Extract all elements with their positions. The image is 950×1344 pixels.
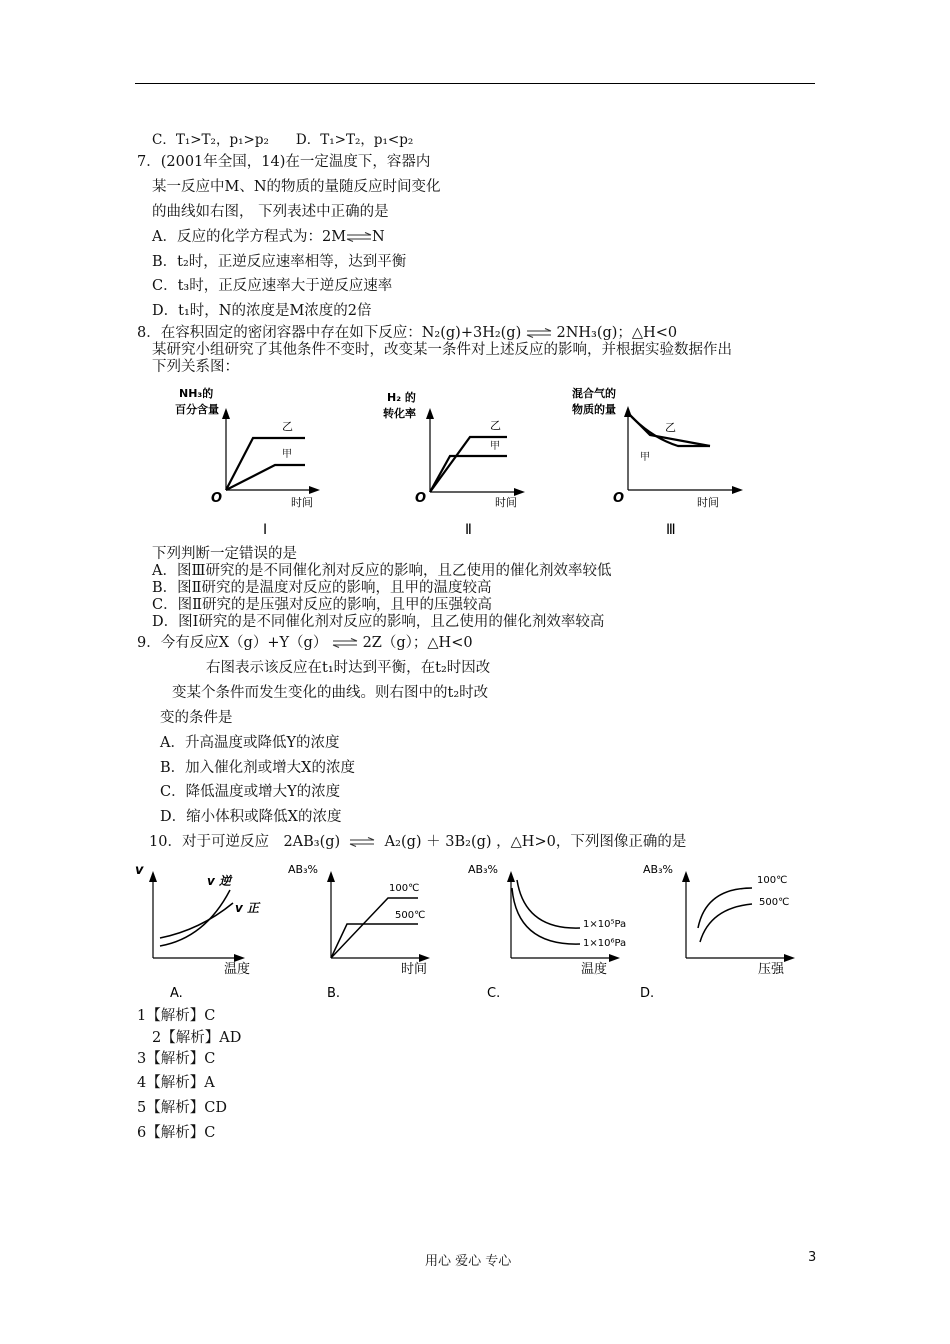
q8-option-c: C．图Ⅱ研究的是压强对反应的影响，且甲的压强较高 bbox=[152, 597, 492, 613]
fig2-label-upper: 乙 bbox=[490, 419, 501, 432]
q7-stem-1: 7．(2001年全国，14)在一定温度下，容器内 bbox=[137, 154, 431, 170]
fig2-ylabel-line2: 转化率 bbox=[383, 407, 416, 420]
figD-xlabel: 压强 bbox=[758, 962, 785, 977]
q8-option-b: B．图Ⅱ研究的是温度对反应的影响，且甲的温度较高 bbox=[152, 580, 492, 596]
q7-option-a bbox=[152, 228, 385, 246]
fig1-ylabel-line2: 百分含量 bbox=[175, 403, 219, 416]
fig3-label-lower: 甲 bbox=[640, 452, 650, 463]
fig3-label-upper: 乙 bbox=[665, 421, 676, 434]
q8-option-d: D．图Ⅰ研究的是不同催化剂对反应的影响，且乙使用的催化剂效率较高 bbox=[152, 614, 605, 630]
q8-stem-1 bbox=[137, 324, 677, 342]
q10-stem-rhs: A₂(g) ＋ 3B₂(g) ，△H>0，下列图像正确的是 bbox=[384, 834, 687, 850]
arrow-up-icon bbox=[149, 871, 157, 882]
arrow-up-icon bbox=[507, 871, 515, 882]
q7-stem-2: 某一反应中M、N的物质的量随反应时间变化 bbox=[152, 179, 441, 195]
arrow-right-icon bbox=[514, 488, 525, 496]
fig2-curve-lower bbox=[430, 456, 507, 492]
q10-stem-lhs: 10．对于可逆反应 2AB₃(g) bbox=[149, 834, 341, 850]
q9-stem-3: 变某个条件而发生变化的曲线。则右图中的t₂时改 bbox=[172, 685, 489, 701]
q9-option-d: D．缩小体积或降低X的浓度 bbox=[160, 809, 342, 825]
header-rule bbox=[135, 83, 815, 84]
q8-stem-lhs: 8．在容积固定的密闭容器中存在如下反应：N₂(g)+3H₂(g) bbox=[137, 325, 522, 341]
fig2-ylabel-line1: H₂ 的 bbox=[387, 391, 416, 404]
q7-stem-3: 的曲线如右图， 下列表述中正确的是 bbox=[152, 204, 389, 220]
q7-option-a-lhs: A．反应的化学方程式为：2M bbox=[152, 229, 347, 245]
figB-xlabel: 时间 bbox=[401, 962, 428, 977]
figB-ylabel: AB₃% bbox=[288, 863, 318, 876]
figA-curve-1 bbox=[160, 890, 230, 946]
figC-ylabel: AB₃% bbox=[468, 863, 498, 876]
fig3-ylabel-line1: 混合气的 bbox=[572, 387, 616, 400]
figD-label-1: 100℃ bbox=[757, 875, 788, 886]
fig2-caption: Ⅱ bbox=[465, 522, 472, 538]
q7-option-b: B．t₂时，正逆反应速率相等，达到平衡 bbox=[152, 254, 407, 270]
figA-curve-2 bbox=[160, 903, 233, 938]
figD-label-2: 500℃ bbox=[759, 897, 790, 908]
equilibrium-arrow-icon bbox=[332, 638, 358, 648]
arrow-right-icon bbox=[609, 954, 620, 962]
q9-option-b: B．加入催化剂或增大X的浓度 bbox=[160, 760, 355, 776]
figA-caption: A. bbox=[170, 986, 183, 1001]
q10-figure-c bbox=[465, 858, 630, 1007]
q10-figure-a bbox=[130, 858, 270, 1007]
q9-stem-2: 右图表示该反应在t₁时达到平衡，在t₂时因改 bbox=[206, 660, 491, 676]
figA-ylabel: v bbox=[135, 863, 144, 878]
arrow-up-icon bbox=[327, 871, 335, 882]
footer-motto: 用心 爱心 专心 bbox=[425, 1254, 512, 1269]
q7-option-c: C．t₃时，正反应速率大于逆反应速率 bbox=[152, 278, 393, 294]
q10-stem bbox=[149, 833, 686, 851]
q9-stem-4: 变的条件是 bbox=[160, 710, 233, 726]
q10-figure-b bbox=[285, 858, 445, 1007]
fig2-label-lower: 甲 bbox=[490, 441, 500, 452]
fig1-ylabel-line1: NH₃的 bbox=[179, 387, 214, 400]
arrow-right-icon bbox=[419, 954, 430, 962]
fig1-label-upper: 乙 bbox=[282, 420, 293, 433]
q9-option-a: A．升高温度或降低Y的浓度 bbox=[160, 735, 340, 751]
q9-stem-1 bbox=[137, 634, 473, 652]
fig2-xlabel: 时间 bbox=[495, 496, 517, 509]
answer-1: 1【解析】C bbox=[137, 1008, 216, 1024]
figC-caption: C. bbox=[487, 986, 501, 1001]
q7-option-a-rhs: N bbox=[372, 229, 385, 245]
q8-stem-rhs: 2NH₃(g)；△H<0 bbox=[556, 325, 678, 341]
answer-5: 5【解析】CD bbox=[137, 1100, 227, 1116]
figC-xlabel: 温度 bbox=[581, 962, 608, 977]
fig1-origin: O bbox=[211, 491, 223, 506]
figD-curve-1 bbox=[698, 888, 752, 928]
q8-figure-3 bbox=[570, 385, 745, 549]
arrow-up-icon bbox=[682, 871, 690, 882]
q9-stem-rhs: 2Z（g）；△H<0 bbox=[362, 635, 473, 651]
figC-curve-1 bbox=[517, 880, 580, 928]
equilibrium-arrow-icon bbox=[346, 232, 372, 242]
fig1-xlabel: 时间 bbox=[291, 496, 313, 509]
answer-4: 4【解析】A bbox=[137, 1075, 215, 1091]
fig1-caption: Ⅰ bbox=[263, 522, 268, 538]
fig1-label-lower: 甲 bbox=[282, 449, 292, 460]
figD-curve-2 bbox=[700, 904, 752, 942]
q8-figure-1 bbox=[175, 385, 325, 549]
figC-label-1: 1×10⁵Pa bbox=[583, 919, 627, 930]
figB-curve-1 bbox=[331, 898, 418, 958]
answer-2: 2【解析】AD bbox=[152, 1030, 242, 1046]
arrow-up-icon bbox=[222, 408, 230, 419]
figB-label-2: 500℃ bbox=[395, 910, 426, 921]
fig3-origin: O bbox=[613, 491, 625, 506]
arrow-up-icon bbox=[426, 408, 434, 419]
figB-curve-2 bbox=[331, 924, 418, 958]
figD-caption: D. bbox=[640, 986, 655, 1001]
answer-6: 6【解析】C bbox=[137, 1125, 216, 1141]
figA-label-2: v 正 bbox=[235, 901, 260, 915]
q9-option-c: C．降低温度或增大Y的浓度 bbox=[160, 784, 341, 800]
arrow-right-icon bbox=[732, 486, 743, 494]
q8-judge: 下列判断一定错误的是 bbox=[152, 546, 297, 562]
fig3-xlabel: 时间 bbox=[697, 496, 719, 509]
page-number: 3 bbox=[808, 1250, 817, 1265]
figB-label-1: 100℃ bbox=[389, 883, 420, 894]
arrow-right-icon bbox=[234, 954, 245, 962]
figC-label-2: 1×10⁶Pa bbox=[583, 938, 627, 949]
q8-stem-3: 下列关系图： bbox=[152, 359, 239, 375]
equilibrium-arrow-icon bbox=[526, 328, 552, 338]
figA-xlabel: 温度 bbox=[224, 962, 251, 977]
fig2-origin: O bbox=[415, 491, 427, 506]
q7-option-d: D．t₁时，N的浓度是M浓度的2倍 bbox=[152, 303, 372, 319]
equilibrium-arrow-icon bbox=[349, 837, 375, 847]
fig3-caption: Ⅲ bbox=[666, 522, 676, 538]
figB-caption: B. bbox=[327, 986, 341, 1001]
q8-stem-2: 某研究小组研究了其他条件不变时，改变某一条件对上述反应的影响，并根据实验数据作出 bbox=[152, 342, 732, 358]
figD-ylabel: AB₃% bbox=[643, 863, 673, 876]
figA-label-1: v 逆 bbox=[207, 874, 232, 888]
q6-options: C．T₁>T₂，p₁>p₂ D．T₁>T₂，p₁<p₂ bbox=[152, 132, 414, 148]
arrow-right-icon bbox=[784, 954, 795, 962]
q10-figure-d bbox=[640, 858, 805, 1007]
q8-option-a: A．图Ⅲ研究的是不同催化剂对反应的影响，且乙使用的催化剂效率较低 bbox=[152, 563, 612, 579]
q8-figure-2 bbox=[375, 385, 525, 549]
answer-3: 3【解析】C bbox=[137, 1051, 216, 1067]
arrow-right-icon bbox=[309, 486, 320, 494]
q9-stem-lhs: 9．今有反应X（g）+Y（g） bbox=[137, 635, 328, 651]
fig3-ylabel-line2: 物质的量 bbox=[572, 403, 616, 416]
